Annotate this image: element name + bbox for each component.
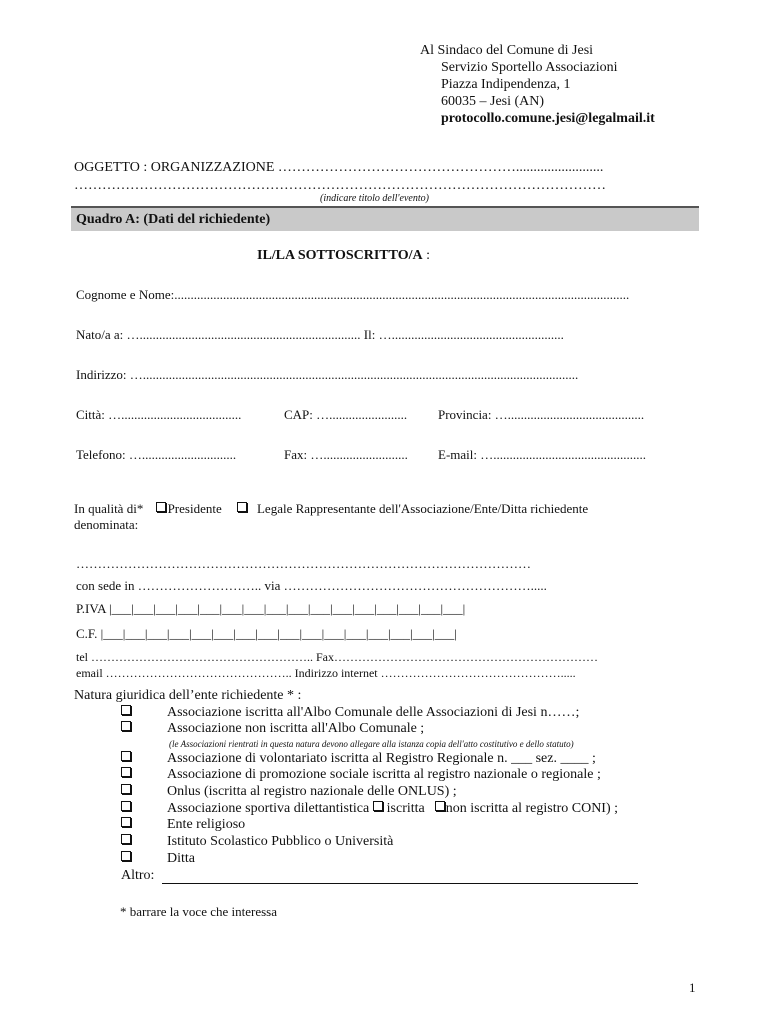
natura-item[interactable] — [121, 751, 596, 767]
natura-item-label: Ente religioso — [167, 817, 246, 832]
checkbox-icon[interactable] — [121, 721, 131, 731]
natura-note: (le Associazioni rientrati in questa natura devono allegare alla istanza copia dell'atto costitutivo e dello statuto) — [169, 739, 574, 749]
field-provincia[interactable]: Provincia: ….......................................... — [438, 407, 645, 422]
checkbox-icon[interactable] — [121, 801, 131, 811]
ente-cf[interactable]: C.F. |___|___|___|___|___|___|___|___|___|___|___|___|___|___|___|___| — [76, 626, 457, 641]
sottoscritto-heading — [257, 248, 430, 264]
natura-item[interactable] — [121, 767, 601, 783]
recipient-email: protocollo.comune.jesi@legalmail.it — [441, 111, 655, 126]
natura-item-label: Associazione non iscritta all'Albo Comunale ; — [167, 721, 425, 736]
checkbox-icon[interactable] — [121, 851, 131, 861]
field-nome[interactable]: Cognome e Nome:............................................................................................................................................ — [76, 287, 630, 302]
recipient-city: 60035 – Jesi (AN) — [441, 94, 545, 109]
sottoscritto-heading-text: IL/LA SOTTOSCRITTO/A — [257, 248, 423, 263]
ente-piva[interactable]: P.IVA |___|___|___|___|___|___|___|___|___|___|___|___|___|___|___|___| — [76, 601, 466, 616]
natura-item[interactable] — [121, 705, 579, 721]
natura-item-label: Istituto Scolastico Pubblico o Università — [167, 834, 394, 849]
checkbox-icon[interactable] — [156, 502, 166, 512]
checkbox-icon[interactable] — [121, 834, 131, 844]
natura-item-label: Associazione iscritta all'Albo Comunale delle Associazioni di Jesi n……; — [167, 705, 580, 720]
checkbox-icon[interactable] — [121, 767, 131, 777]
section-band — [71, 206, 699, 231]
natura-item[interactable] — [121, 851, 195, 867]
sportiva-iscritta-label: iscritta — [386, 801, 425, 816]
checkbox-presidente[interactable] — [156, 501, 168, 516]
natura-title: Natura giuridica dell’ente richiedente * : — [74, 688, 302, 703]
checkbox-icon[interactable] — [121, 784, 131, 794]
checkbox-icon[interactable] — [121, 705, 131, 715]
checkbox-iscritta-icon[interactable] — [373, 801, 383, 811]
qualita-legale-label: Legale Rappresentante dell'Associazione/Ente/Ditta richiedente — [256, 501, 589, 516]
natura-item[interactable] — [121, 721, 424, 737]
checkbox-icon[interactable] — [237, 502, 247, 512]
sportiva-non-iscritta-label: non iscritta al registro CONI) ; — [445, 801, 619, 816]
altro-label: Altro: — [121, 868, 155, 883]
natura-item-label: Associazione sportiva dilettantistica — [167, 801, 373, 816]
recipient-street: Piazza Indipendenza, 1 — [441, 77, 571, 92]
ente-tel[interactable]: tel ……………………………………………….. Fax………………………………………………………… — [76, 650, 598, 664]
checkbox-icon[interactable] — [121, 817, 131, 827]
qualita-denominata: denominata: — [74, 517, 139, 532]
field-cap[interactable]: CAP: …........................ — [284, 407, 408, 422]
footnote: * barrare la voce che interessa — [120, 904, 277, 919]
field-fax[interactable]: Fax: ….......................... — [284, 447, 408, 462]
checkbox-legale[interactable] — [237, 501, 249, 516]
recipient-title: Al Sindaco del Comune di Jesi — [420, 43, 594, 58]
qualita-presidente-label: Presidente — [167, 501, 222, 516]
field-email[interactable]: E-mail: …............................................... — [438, 447, 646, 462]
ente-sede[interactable]: con sede in ……………………….. via …………………………………………………..... — [76, 578, 547, 593]
page-number: 1 — [689, 980, 696, 995]
qualita-row — [74, 501, 588, 516]
qualita-prefix: In qualità di* — [74, 501, 144, 516]
altro-input-line[interactable] — [162, 883, 638, 884]
field-indirizzo[interactable]: Indirizzo: …...................................................................................................................................... — [76, 367, 579, 382]
sottoscritto-heading-colon: : — [422, 248, 430, 263]
natura-item[interactable] — [121, 817, 245, 833]
recipient-office: Servizio Sportello Associazioni — [441, 60, 618, 75]
natura-item-sportiva[interactable] — [121, 801, 618, 817]
oggetto-hint: (indicare titolo dell'evento) — [320, 193, 429, 204]
field-citta[interactable]: Città: …..................................... — [76, 407, 242, 422]
oggetto-label: OGGETTO : ORGANIZZAZIONE ……………………………………………......................... — [74, 160, 604, 175]
checkbox-non-iscritta-icon[interactable] — [435, 801, 445, 811]
ente-email[interactable]: email ……………………………………….. Indirizzo internet ………………………………………..... — [76, 666, 576, 680]
natura-item[interactable] — [121, 834, 393, 850]
oggetto-dots: …………………………………………………………………………………………………… — [74, 178, 606, 193]
natura-item-label: Associazione di volontariato iscritta al Registro Regionale n. ___ sez. ____ ; — [167, 751, 596, 766]
field-nato[interactable]: Nato/a a: ….................................................................... Il: …..................................................... — [76, 327, 564, 342]
checkbox-icon[interactable] — [121, 751, 131, 761]
section-title: Quadro A: (Dati del richiedente) — [76, 212, 271, 227]
natura-item-label: Associazione di promozione sociale iscritta al registro nazionale o regionale ; — [167, 767, 601, 782]
natura-item-label: Ditta — [167, 851, 195, 866]
field-telefono[interactable]: Telefono: …............................. — [76, 447, 237, 462]
natura-item[interactable] — [121, 784, 457, 800]
ente-dots[interactable]: …………………………………………………………………………………………… — [76, 556, 531, 571]
natura-item-label: Onlus (iscritta al registro nazionale delle ONLUS) ; — [167, 784, 457, 799]
